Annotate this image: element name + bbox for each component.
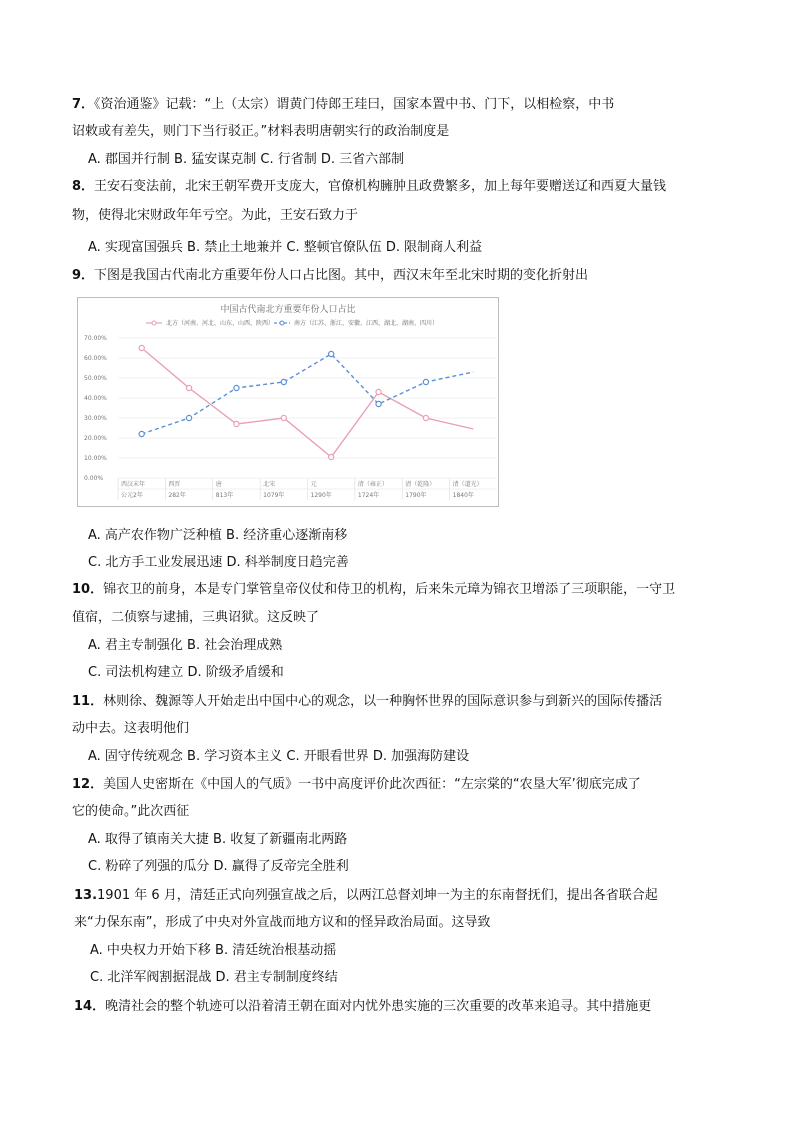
q14-text1: 晚清社会的整个轨迹可以沿着清王朝在面对内忧外患实施的三次重要的改革来追寻。其中措施更 bbox=[105, 999, 652, 1014]
x-tick-year: 1724年 bbox=[357, 492, 380, 499]
y-tick-label: 50.00% bbox=[84, 375, 107, 382]
chart-title: 中国古代南北方重要年份人口占比 bbox=[220, 305, 356, 315]
legend-label-0: 北方（河南、河北、山东、山西、陕西） bbox=[166, 320, 275, 327]
legend-label-1: 南方（江苏、浙江、安徽、江西、湖北、湖南、四川） bbox=[294, 320, 439, 327]
q8-number: 8． bbox=[72, 179, 95, 194]
data-point bbox=[139, 345, 144, 350]
x-tick-label: 清（雍正） bbox=[357, 481, 388, 488]
q7-line1 bbox=[72, 96, 614, 114]
data-point bbox=[186, 415, 191, 420]
q13-line1 bbox=[74, 887, 658, 905]
q12-line1 bbox=[72, 776, 641, 794]
x-tick-label: 唐 bbox=[215, 481, 222, 488]
q9-option-row1: A. 高产农作物广泛种植 B. 经济重心逐渐南移 bbox=[88, 528, 348, 543]
q10-option-row1: A. 君主专制强化 B. 社会治理成熟 bbox=[88, 638, 283, 653]
data-point bbox=[376, 401, 381, 406]
data-point bbox=[234, 421, 239, 426]
data-point bbox=[281, 415, 286, 420]
q11-number: 11． bbox=[72, 694, 104, 709]
x-tick-label: 清（乾隆） bbox=[405, 481, 436, 488]
y-tick-label: 70.00% bbox=[84, 335, 107, 342]
q8-options: A. 实现富国强兵 B. 禁止土地兼并 C. 整顿官僚队伍 D. 限制商人利益 bbox=[88, 240, 483, 255]
q7-line2: 诏敕或有差失，则门下当行驳正。”材料表明唐朝实行的政治制度是 bbox=[72, 124, 450, 139]
data-point bbox=[234, 385, 239, 390]
y-tick-label: 40.00% bbox=[84, 395, 107, 402]
q10-number: 10． bbox=[72, 582, 104, 597]
series-line-0 bbox=[142, 348, 474, 457]
x-tick-year: 1790年 bbox=[405, 492, 427, 499]
q14-line1 bbox=[74, 998, 651, 1016]
q14-number: 14． bbox=[74, 999, 106, 1014]
q7-number: 7． bbox=[72, 97, 95, 112]
q11-text1: 林则徐、魏源等人开始走出中国中心的观念，以一种胸怀世界的国际意识参与到新兴的国际传播活 bbox=[103, 694, 663, 709]
q8-line2: 物，使得北宋财政年年亏空。为此，王安石致力于 bbox=[72, 208, 359, 223]
data-point bbox=[139, 431, 144, 436]
q9-number: 9． bbox=[72, 268, 95, 283]
legend-marker-1 bbox=[280, 321, 284, 325]
q8-text1: 王安石变法前，北宋王朝军费开支庞大，官僚机构臃肿且政费繁多，加上每年要赠送辽和西夏大量钱 bbox=[94, 179, 667, 194]
data-point bbox=[281, 379, 286, 384]
q10-option-row2: C. 司法机构建立 D. 阶级矛盾缓和 bbox=[88, 665, 284, 680]
q9-text1: 下图是我国古代南北方重要年份人口占比图。其中，西汉末年至北宋时期的变化折射出 bbox=[94, 268, 589, 283]
q12-number: 12． bbox=[72, 777, 104, 792]
series-line-1 bbox=[142, 354, 474, 434]
q12-line2: 它的使命。”此次西征 bbox=[72, 804, 190, 819]
q10-line1 bbox=[72, 581, 675, 599]
x-tick-year: 公元2年 bbox=[121, 492, 143, 499]
q11-options: A. 固守传统观念 B. 学习资本主义 C. 开眼看世界 D. 加强海防建设 bbox=[88, 749, 470, 764]
q12-text1: 美国人史密斯在《中国人的气质》一书中高度评价此次西征：“左宗棠的“农垦大军’彻底完成了 bbox=[103, 777, 641, 792]
x-tick-year: 1840年 bbox=[452, 492, 474, 499]
data-point bbox=[423, 415, 428, 420]
q7-text1: 《资治通鉴》记载：“上（太宗）谓黄门侍郎王珪曰，国家本置中书、门下，以相检察，中书 bbox=[94, 97, 615, 112]
data-point bbox=[186, 385, 191, 390]
q13-number: 13. bbox=[74, 888, 98, 903]
data-point bbox=[329, 454, 334, 459]
q13-option-row1: A. 中央权力开始下移 B. 清廷统治根基动摇 bbox=[90, 943, 337, 958]
x-tick-label: 西汉末年 bbox=[121, 481, 146, 488]
population-chart bbox=[77, 297, 499, 507]
data-point bbox=[329, 351, 334, 356]
q9-option-row2: C. 北方手工业发展迅速 D. 科举制度日趋完善 bbox=[88, 555, 349, 570]
x-tick-year: 1079年 bbox=[263, 492, 285, 499]
y-tick-label: 60.00% bbox=[84, 355, 107, 362]
q12-option-row1: A. 取得了镇南关大捷 B. 收复了新疆南北两路 bbox=[88, 832, 348, 847]
q13-line2: 来“力保东南”，形成了中央对外宣战而地方议和的怪异政治局面。这导致 bbox=[74, 915, 491, 930]
chart-svg bbox=[78, 298, 498, 506]
data-point bbox=[376, 389, 381, 394]
x-tick-year: 1290年 bbox=[310, 492, 332, 499]
q11-line2: 动中去。这表明他们 bbox=[72, 721, 190, 736]
q7-options: A. 郡国并行制 B. 猛安谋克制 C. 行省制 D. 三省六部制 bbox=[88, 152, 405, 167]
x-tick-label: 清（道光） bbox=[452, 481, 483, 488]
data-point bbox=[423, 379, 428, 384]
y-tick-label: 0.00% bbox=[84, 475, 104, 482]
x-tick-label: 西晋 bbox=[168, 481, 181, 488]
q13-text1: 1901 年 6 月，清廷正式向列强宣战之后，以两江总督刘坤一为主的东南督抚们，提出各省联合起 bbox=[97, 888, 658, 903]
y-tick-label: 20.00% bbox=[84, 435, 107, 442]
q10-text1: 锦衣卫的前身，本是专门掌管皇帝仪仗和侍卫的机构，后来朱元璋为锦衣卫增添了三项职能，一守卫 bbox=[103, 582, 676, 597]
x-tick-year: 813年 bbox=[215, 492, 234, 499]
q8-line1 bbox=[72, 178, 666, 196]
x-tick-label: 北宋 bbox=[263, 481, 276, 488]
q10-line2: 值宿，二侦察与逮捕，三典诏狱。这反映了 bbox=[72, 610, 320, 625]
x-tick-label: 元 bbox=[310, 481, 317, 488]
q13-option-row2: C. 北洋军阀割据混战 D. 君主专制制度终结 bbox=[90, 970, 338, 985]
y-tick-label: 10.00% bbox=[84, 455, 107, 462]
q11-line1 bbox=[72, 693, 662, 711]
legend-marker-0 bbox=[152, 321, 156, 325]
x-tick-year: 282年 bbox=[168, 492, 186, 499]
q12-option-row2: C. 粉碎了列强的瓜分 D. 赢得了反帝完全胜利 bbox=[88, 859, 349, 874]
q9-line1 bbox=[72, 267, 588, 285]
y-tick-label: 30.00% bbox=[84, 415, 107, 422]
